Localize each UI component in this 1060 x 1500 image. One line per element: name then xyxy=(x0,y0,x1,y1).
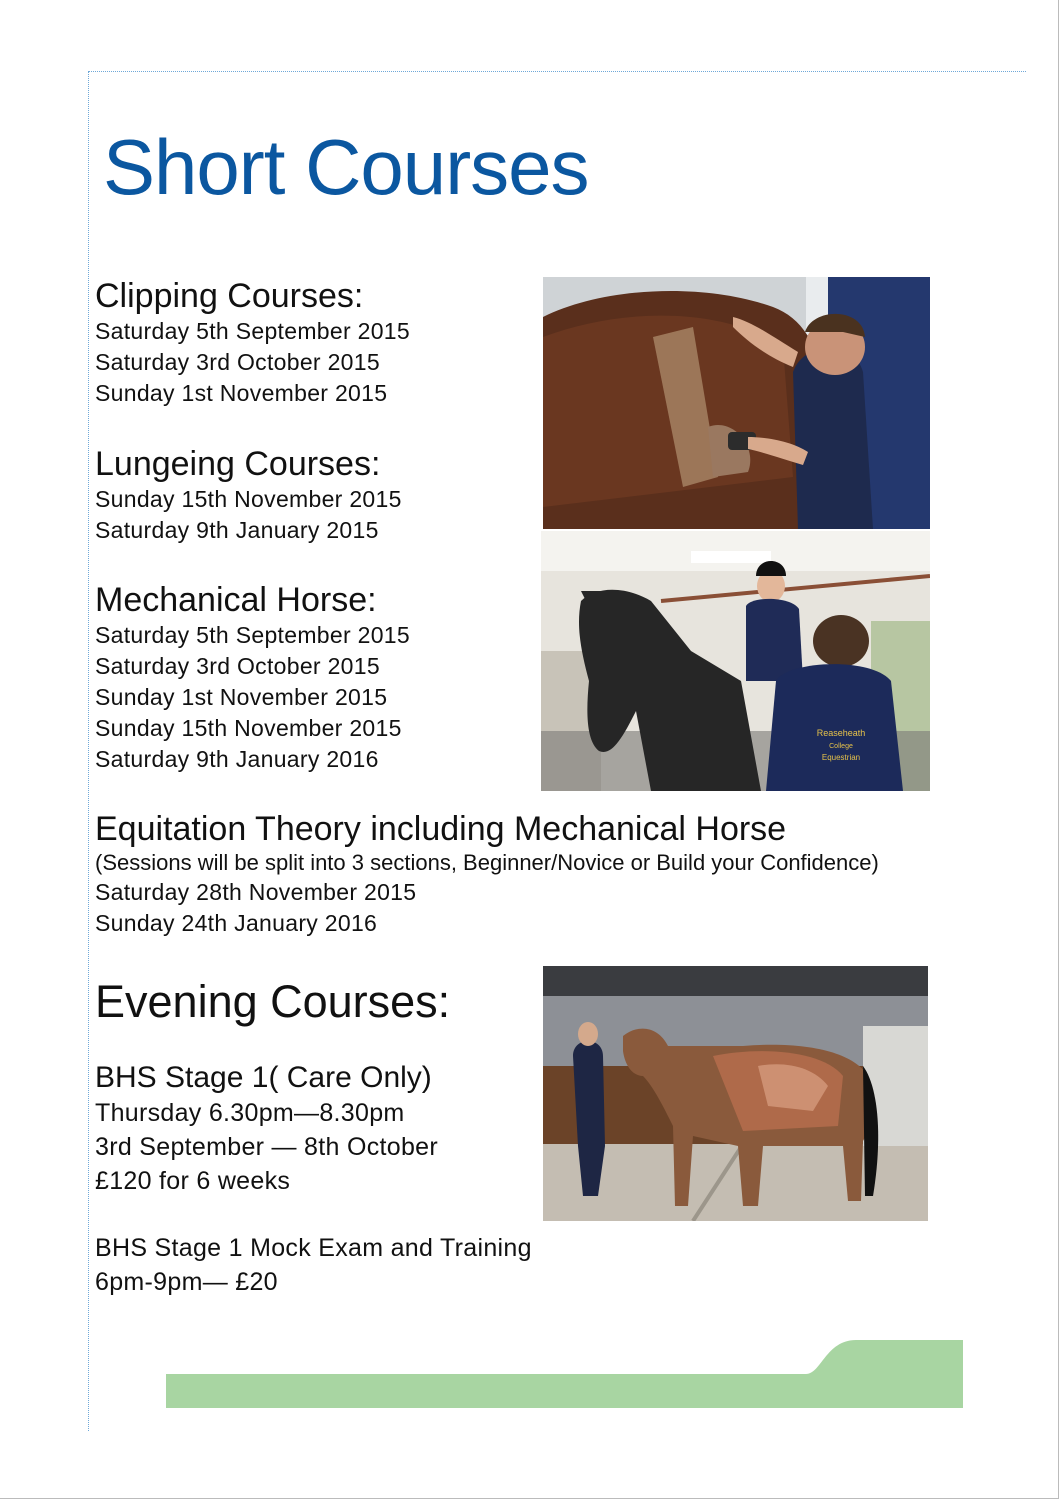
evening-heading: Evening Courses: xyxy=(95,976,451,1027)
clipping-date: Saturday 5th September 2015 xyxy=(95,318,410,344)
mechanical-horse-date: Saturday 9th January 2016 xyxy=(95,746,379,772)
mechanical-horse-date: Saturday 5th September 2015 xyxy=(95,622,410,648)
bhs-mock-section xyxy=(95,1231,532,1299)
bhs-care-time: Thursday 6.30pm—8.30pm xyxy=(95,1099,405,1127)
mechanical-horse-photo xyxy=(541,531,930,791)
mechanical-horse-date: Sunday 1st November 2015 xyxy=(95,684,388,710)
bhs-care-title: BHS Stage 1( Care Only) xyxy=(95,1061,432,1094)
mechanical-horse-heading: Mechanical Horse: xyxy=(95,581,377,619)
bhs-care-section xyxy=(95,1060,438,1198)
lungeing-heading: Lungeing Courses: xyxy=(95,445,381,483)
equitation-section xyxy=(95,809,879,939)
margin-guide-left xyxy=(88,71,89,1431)
bhs-mock-title: BHS Stage 1 Mock Exam and Training xyxy=(95,1234,532,1262)
clipping-date: Saturday 3rd October 2015 xyxy=(95,349,380,375)
page-title: Short Courses xyxy=(103,123,589,211)
bhs-care-price: £120 for 6 weeks xyxy=(95,1167,291,1195)
lungeing-section xyxy=(95,444,402,546)
margin-guide-top xyxy=(88,71,1026,72)
anatomy-horse-photo xyxy=(543,966,928,1221)
clipping-photo xyxy=(543,277,930,529)
bhs-mock-detail: 6pm-9pm— £20 xyxy=(95,1268,278,1296)
mechanical-horse-date: Sunday 15th November 2015 xyxy=(95,715,402,741)
clipping-heading: Clipping Courses: xyxy=(95,277,364,315)
equitation-date: Sunday 24th January 2016 xyxy=(95,910,378,936)
equitation-note: (Sessions will be split into 3 sections, Beginner/Novice or Build your Confidence) xyxy=(95,850,879,875)
bhs-care-dates: 3rd September — 8th October xyxy=(95,1133,438,1161)
clipping-date: Sunday 1st November 2015 xyxy=(95,380,388,406)
equitation-heading: Equitation Theory including Mechanical Horse xyxy=(95,810,787,848)
equitation-date: Saturday 28th November 2015 xyxy=(95,879,417,905)
footer-green-bar xyxy=(166,1340,963,1408)
jacket-text-line: College xyxy=(829,743,853,750)
mechanical-horse-date: Saturday 3rd October 2015 xyxy=(95,653,380,679)
mechanical-horse-section xyxy=(95,580,410,775)
clipping-section xyxy=(95,276,410,409)
lungeing-date: Sunday 15th November 2015 xyxy=(95,486,402,512)
lungeing-date: Saturday 9th January 2015 xyxy=(95,517,379,543)
jacket-text-line: Reaseheath xyxy=(816,728,866,738)
jacket-text-line: Equestrian xyxy=(821,753,861,762)
